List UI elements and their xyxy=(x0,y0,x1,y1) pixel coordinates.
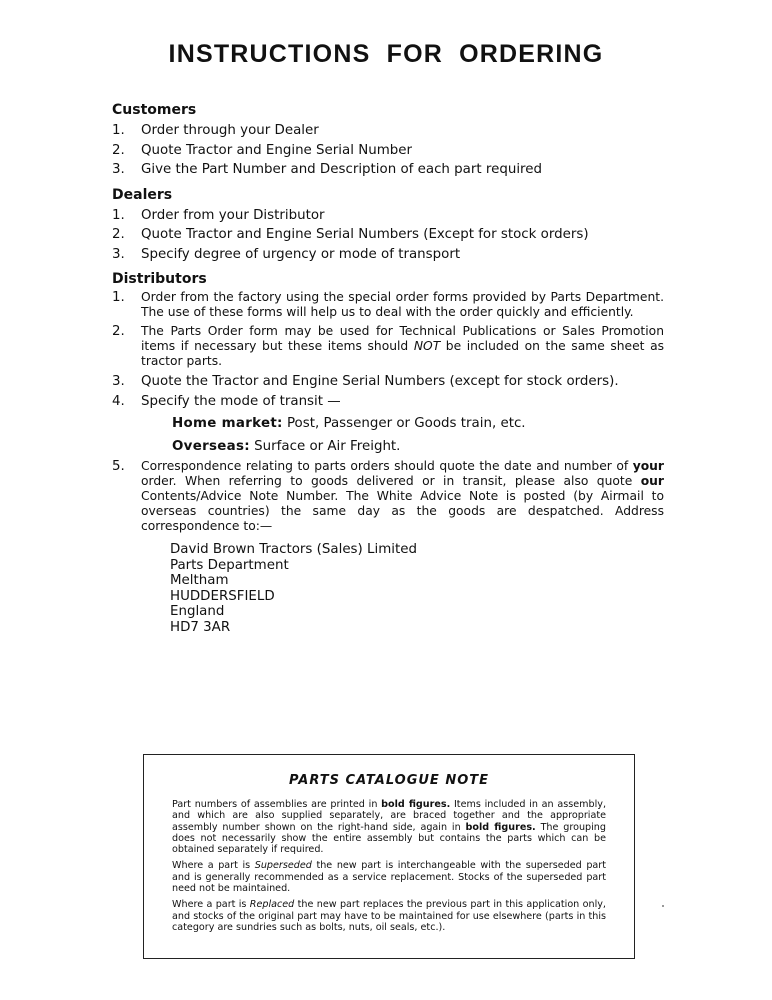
list-item xyxy=(112,160,664,180)
emphasis-your: your xyxy=(632,459,664,473)
address-line: Parts Department xyxy=(170,557,289,573)
page-title: INSTRUCTIONS FOR ORDERING xyxy=(168,40,604,68)
address-line: England xyxy=(170,604,225,619)
note-text: Where a part is xyxy=(172,860,255,872)
list-item xyxy=(112,245,664,265)
item-text: Contents/Advice Note Number. The White Advice Note is posted (by Airmail to overseas countries) the same day as the goods are despatched. Address correspondence to:— xyxy=(141,489,664,533)
note-text: The grouping does not necessarily show the entire assembly but contains the parts which can be obtained separately if required. xyxy=(172,821,606,856)
item-number: 3. xyxy=(112,162,125,177)
transit-value: Surface or Air Freight. xyxy=(249,438,401,454)
item-text: Quote Tractor and Engine Serial Numbers (Except for stock orders) xyxy=(141,227,589,242)
item-number: 1. xyxy=(112,290,125,305)
item-text: Specify the mode of transit — xyxy=(141,393,341,409)
postal-address xyxy=(112,542,664,635)
transit-label: Overseas: xyxy=(172,438,250,454)
item-text: Order from your Distributor xyxy=(141,207,325,223)
item-number: 3. xyxy=(112,246,125,262)
instructions-content xyxy=(112,95,664,635)
item-number: 1. xyxy=(112,207,125,223)
item-number: 3. xyxy=(112,374,125,389)
note-text: the new part replaces the previous part in this application only, and stocks of the original part may have to be maintained for use elsewhere (parts in this category are sundries such as bolts, nuts, oil seals, etc.). xyxy=(172,899,606,933)
note-bold: bold figures. xyxy=(465,821,536,833)
note-italic: Replaced xyxy=(249,899,295,911)
emphasis-not: NOT xyxy=(413,339,441,353)
note-paragraph xyxy=(172,899,606,933)
list-item xyxy=(112,141,664,161)
list-item xyxy=(112,392,664,457)
note-paragraph xyxy=(172,799,606,855)
list-item xyxy=(112,459,664,534)
item-text: The Parts Order form may be used for Technical Publications or Sales Promotion items if necessary but these items should xyxy=(141,324,664,353)
item-number: 2. xyxy=(112,142,125,158)
item-text: be included on the same sheet as tractor parts. xyxy=(141,339,665,368)
note-text: the new part is interchangeable with the superseded part and is generally recommended as a service replacement. Stocks of the superseded part need not be maintained. xyxy=(172,860,606,895)
item-text: Specify degree of urgency or mode of transport xyxy=(141,246,461,262)
note-text: Where a part is xyxy=(172,899,250,911)
item-text: Correspondence relating to parts orders should quote the date and number of xyxy=(141,459,633,473)
scan-speck xyxy=(662,905,664,907)
list-item xyxy=(112,121,664,141)
item-text: Quote Tractor and Engine Serial Number xyxy=(141,142,412,158)
section-heading-customers: Customers xyxy=(112,102,197,118)
item-number: 2. xyxy=(112,324,125,339)
list-item xyxy=(112,290,664,320)
transit-home-market xyxy=(141,414,664,434)
item-text: Order from the factory using the special order forms provided by Parts Department. The use of these forms will help us to deal with the order quickly and efficiently. xyxy=(141,290,664,319)
note-text: Items included in an assembly, and which are also supplied separately, are braced together and the appropriate assembly number shown on the right-hand side, again in xyxy=(172,799,606,833)
note-italic: Superseded xyxy=(254,860,312,872)
section-heading-dealers: Dealers xyxy=(112,186,173,203)
transit-label: Home market: xyxy=(172,416,283,431)
item-text: Order through your Dealer xyxy=(141,123,319,138)
parts-catalogue-note-box xyxy=(143,754,635,959)
item-number: 5. xyxy=(112,459,125,474)
item-text: order. When referring to goods delivered or in transit, please also quote xyxy=(141,474,641,488)
address-line: David Brown Tractors (Sales) Limited xyxy=(170,542,417,557)
note-paragraph xyxy=(172,860,606,894)
transit-value: Post, Passenger or Goods train, etc. xyxy=(282,416,526,431)
note-text: Part numbers of assemblies are printed in xyxy=(172,799,382,810)
address-line: HD7 3AR xyxy=(170,619,231,635)
list-item xyxy=(112,206,664,226)
list-item xyxy=(112,372,664,392)
emphasis-our: our xyxy=(640,474,664,488)
section-heading-distributors: Distributors xyxy=(112,271,207,287)
note-bold: bold figures. xyxy=(381,799,451,810)
list-item xyxy=(112,324,664,369)
item-number: 4. xyxy=(112,393,125,409)
address-line: Meltham xyxy=(170,573,229,588)
note-title: PARTS CATALOGUE NOTE xyxy=(288,773,490,788)
list-item xyxy=(112,225,664,245)
address-line: HUDDERSFIELD xyxy=(170,588,275,604)
item-text: Give the Part Number and Description of each part required xyxy=(141,162,542,177)
item-number: 1. xyxy=(112,123,125,138)
note-body xyxy=(172,799,606,938)
transit-overseas xyxy=(141,437,664,457)
item-text: Quote the Tractor and Engine Serial Numbers (except for stock orders). xyxy=(141,374,619,389)
item-number: 2. xyxy=(112,227,125,242)
